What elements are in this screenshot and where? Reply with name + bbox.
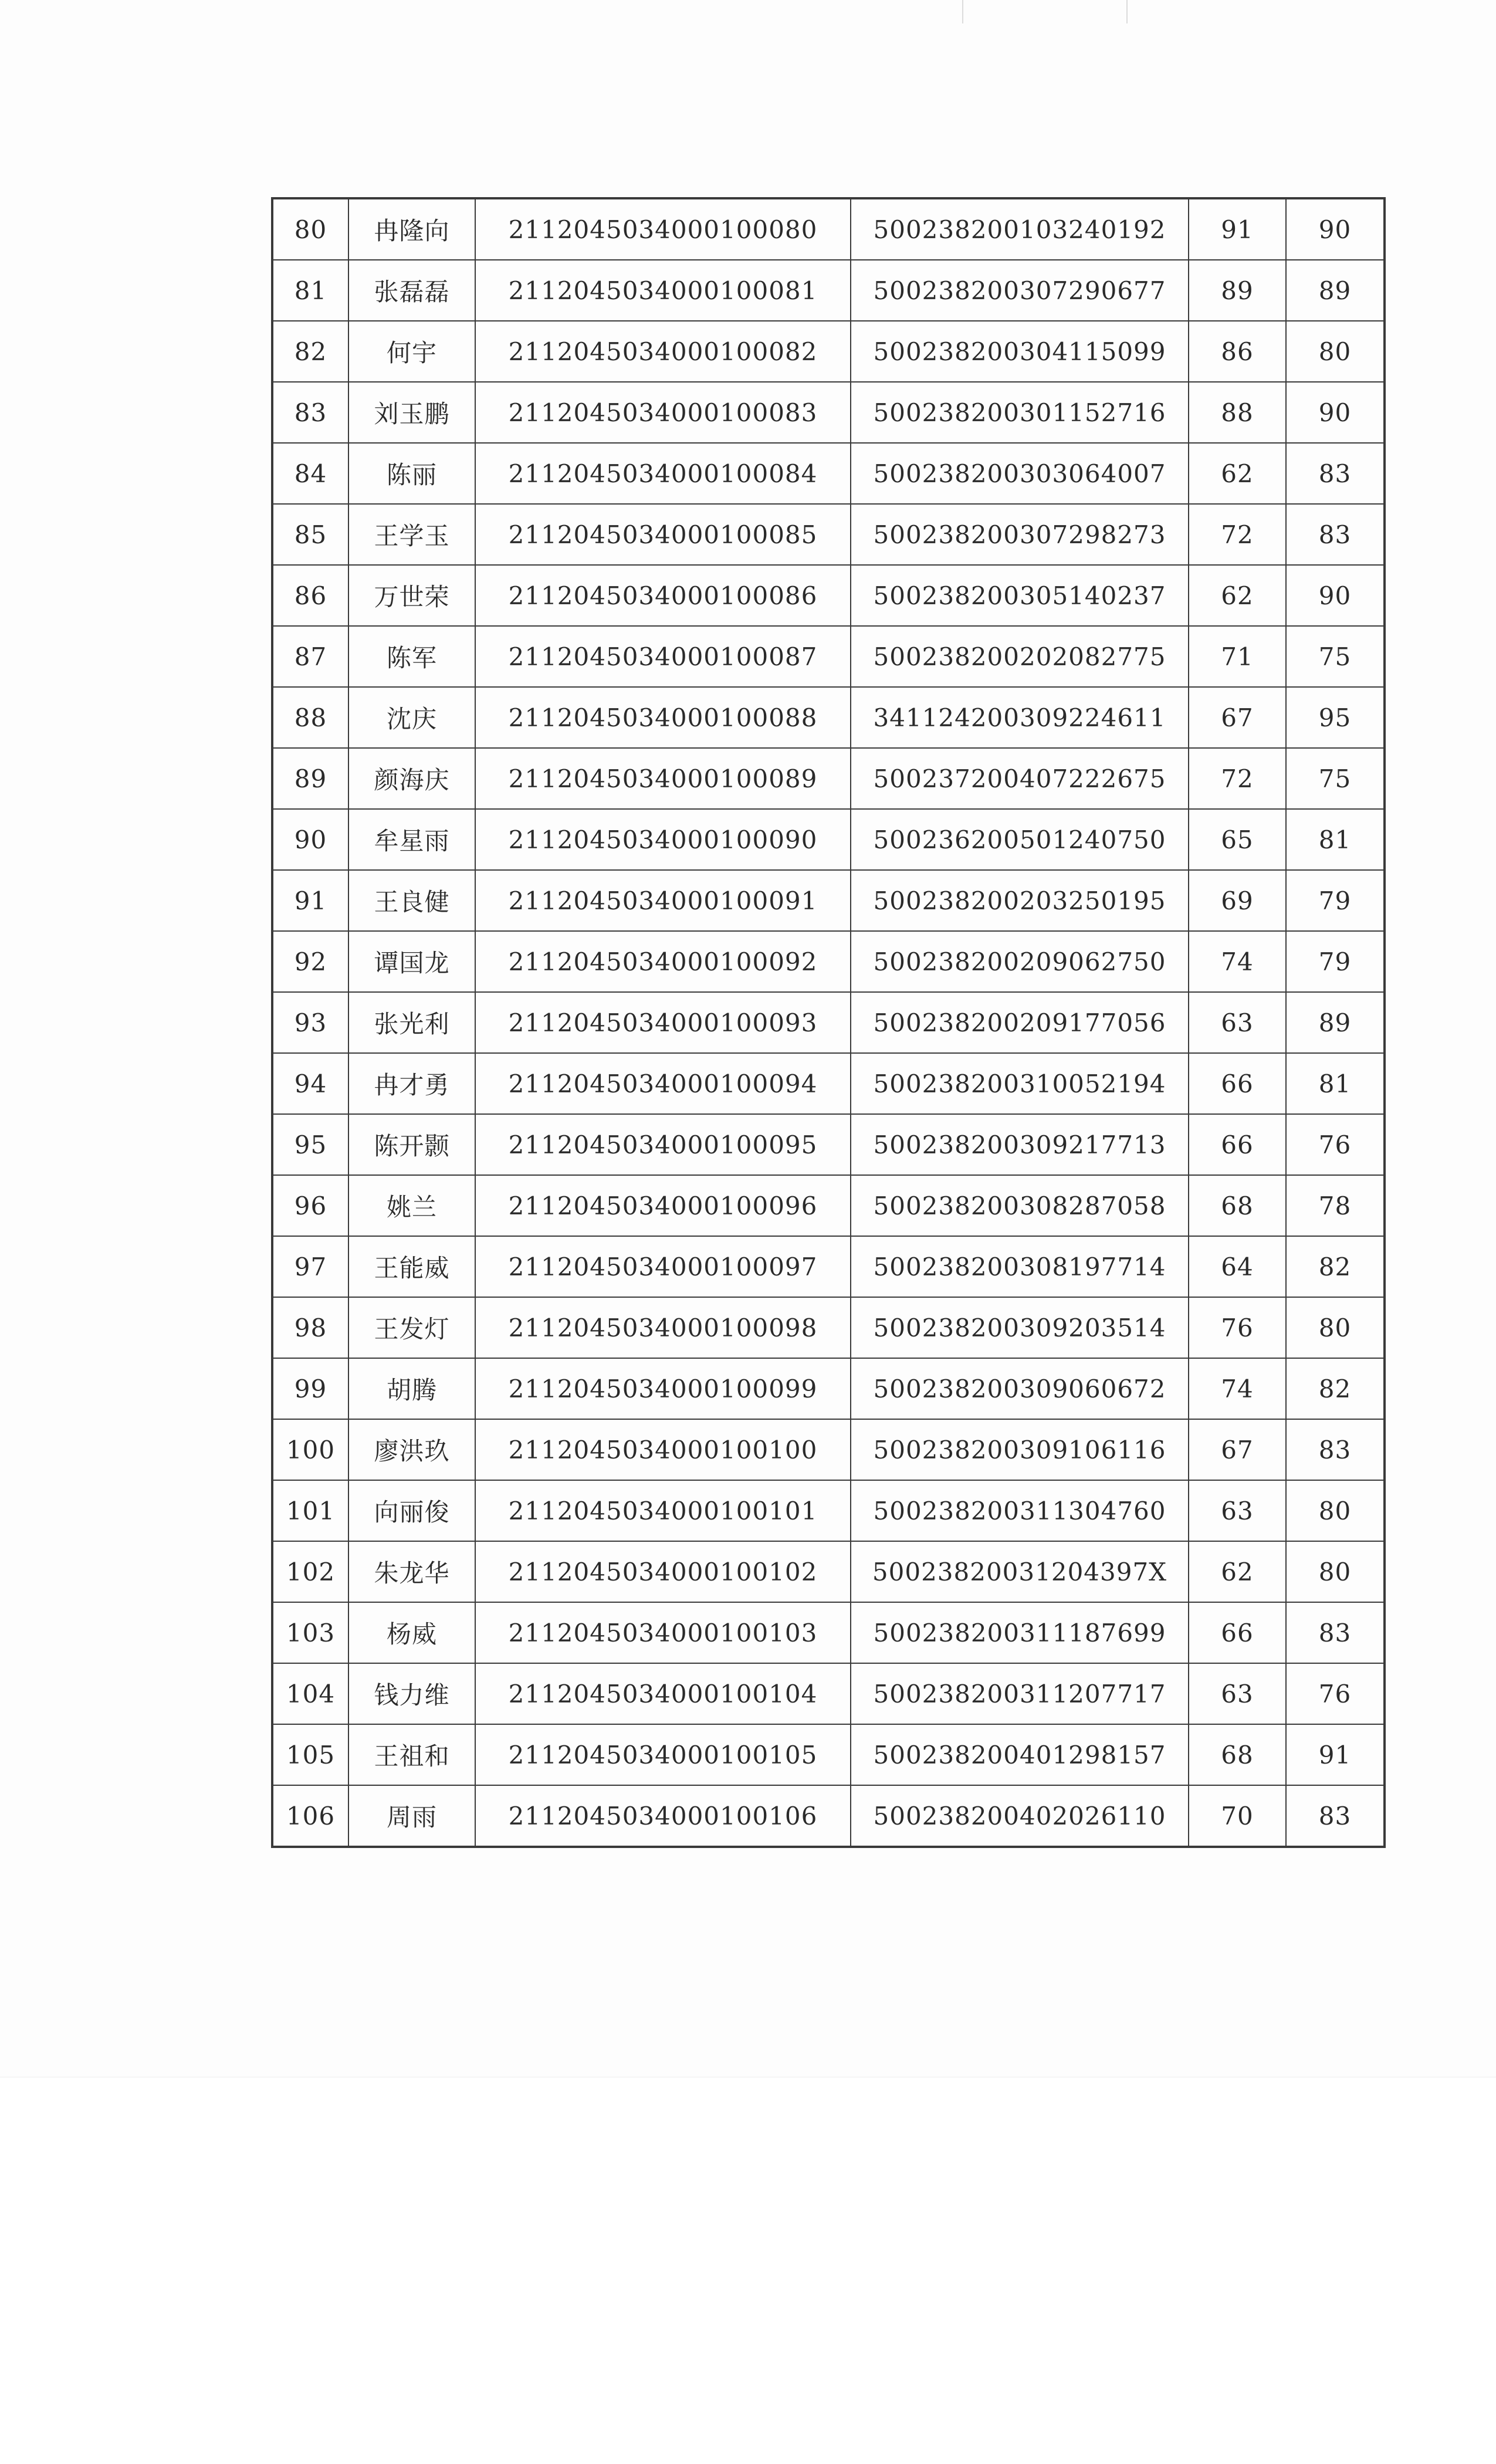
table-row xyxy=(272,687,1385,748)
exam-number-cell: 2112045034000100082 xyxy=(475,321,851,382)
roster-table xyxy=(271,197,1386,1848)
name-cell: 王良健 xyxy=(348,870,475,931)
id-number-cell: 500238200209177056 xyxy=(851,992,1189,1053)
name-cell: 冉才勇 xyxy=(348,1053,475,1114)
table-row xyxy=(272,1114,1385,1175)
table-row xyxy=(272,1297,1385,1358)
table-row xyxy=(272,504,1385,565)
exam-number-cell: 2112045034000100080 xyxy=(475,198,851,260)
score-cell: 83 xyxy=(1286,1419,1385,1480)
seq-number-cell: 87 xyxy=(272,626,348,687)
table-row xyxy=(272,1236,1385,1297)
score-cell: 80 xyxy=(1286,1480,1385,1541)
score-cell: 89 xyxy=(1189,260,1286,321)
score-cell: 76 xyxy=(1286,1663,1385,1724)
seq-number-cell: 94 xyxy=(272,1053,348,1114)
table-row xyxy=(272,443,1385,504)
name-cell: 沈庆 xyxy=(348,687,475,748)
scan-edge-mark xyxy=(962,0,963,23)
name-cell: 何宇 xyxy=(348,321,475,382)
score-cell: 91 xyxy=(1189,198,1286,260)
score-cell: 75 xyxy=(1286,626,1385,687)
score-cell: 83 xyxy=(1286,1785,1385,1847)
seq-number-cell: 105 xyxy=(272,1724,348,1785)
table-row xyxy=(272,1480,1385,1541)
name-cell: 姚兰 xyxy=(348,1175,475,1236)
id-number-cell: 500238200304115099 xyxy=(851,321,1189,382)
name-cell: 杨威 xyxy=(348,1602,475,1663)
id-number-cell: 500238200301152716 xyxy=(851,382,1189,443)
id-number-cell: 500238200209062750 xyxy=(851,931,1189,992)
score-cell: 83 xyxy=(1286,504,1385,565)
score-cell: 79 xyxy=(1286,931,1385,992)
roster-table-body xyxy=(272,198,1385,1847)
score-cell: 80 xyxy=(1286,1541,1385,1602)
exam-number-cell: 2112045034000100097 xyxy=(475,1236,851,1297)
exam-number-cell: 2112045034000100092 xyxy=(475,931,851,992)
exam-number-cell: 2112045034000100095 xyxy=(475,1114,851,1175)
exam-number-cell: 2112045034000100090 xyxy=(475,809,851,870)
table-row xyxy=(272,260,1385,321)
exam-number-cell: 2112045034000100099 xyxy=(475,1358,851,1419)
seq-number-cell: 95 xyxy=(272,1114,348,1175)
seq-number-cell: 104 xyxy=(272,1663,348,1724)
name-cell: 刘玉鹏 xyxy=(348,382,475,443)
id-number-cell: 500238200309060672 xyxy=(851,1358,1189,1419)
id-number-cell: 341124200309224611 xyxy=(851,687,1189,748)
score-cell: 66 xyxy=(1189,1053,1286,1114)
table-row xyxy=(272,198,1385,260)
score-cell: 66 xyxy=(1189,1602,1286,1663)
id-number-cell: 500238200103240192 xyxy=(851,198,1189,260)
id-number-cell: 500238200202082775 xyxy=(851,626,1189,687)
name-cell: 周雨 xyxy=(348,1785,475,1847)
score-cell: 75 xyxy=(1286,748,1385,809)
id-number-cell: 500238200311187699 xyxy=(851,1602,1189,1663)
table-row xyxy=(272,321,1385,382)
seq-number-cell: 97 xyxy=(272,1236,348,1297)
name-cell: 谭国龙 xyxy=(348,931,475,992)
id-number-cell: 500238200308287058 xyxy=(851,1175,1189,1236)
seq-number-cell: 85 xyxy=(272,504,348,565)
seq-number-cell: 106 xyxy=(272,1785,348,1847)
score-cell: 74 xyxy=(1189,931,1286,992)
seq-number-cell: 82 xyxy=(272,321,348,382)
score-cell: 82 xyxy=(1286,1358,1385,1419)
seq-number-cell: 100 xyxy=(272,1419,348,1480)
id-number-cell: 500236200501240750 xyxy=(851,809,1189,870)
exam-number-cell: 2112045034000100083 xyxy=(475,382,851,443)
seq-number-cell: 103 xyxy=(272,1602,348,1663)
table-row xyxy=(272,1602,1385,1663)
table-row xyxy=(272,1724,1385,1785)
id-number-cell: 500238200310052194 xyxy=(851,1053,1189,1114)
id-number-cell: 500238200307298273 xyxy=(851,504,1189,565)
score-cell: 66 xyxy=(1189,1114,1286,1175)
table-row xyxy=(272,565,1385,626)
score-cell: 80 xyxy=(1286,1297,1385,1358)
table-row xyxy=(272,1175,1385,1236)
id-number-cell: 50023820031204397X xyxy=(851,1541,1189,1602)
name-cell: 陈军 xyxy=(348,626,475,687)
seq-number-cell: 96 xyxy=(272,1175,348,1236)
score-cell: 62 xyxy=(1189,443,1286,504)
score-cell: 79 xyxy=(1286,870,1385,931)
table-row xyxy=(272,809,1385,870)
id-number-cell: 500238200311207717 xyxy=(851,1663,1189,1724)
exam-number-cell: 2112045034000100104 xyxy=(475,1663,851,1724)
name-cell: 王祖和 xyxy=(348,1724,475,1785)
exam-number-cell: 2112045034000100106 xyxy=(475,1785,851,1847)
exam-number-cell: 2112045034000100102 xyxy=(475,1541,851,1602)
table-row xyxy=(272,1053,1385,1114)
name-cell: 张磊磊 xyxy=(348,260,475,321)
seq-number-cell: 92 xyxy=(272,931,348,992)
seq-number-cell: 91 xyxy=(272,870,348,931)
score-cell: 80 xyxy=(1286,321,1385,382)
exam-number-cell: 2112045034000100091 xyxy=(475,870,851,931)
name-cell: 王能威 xyxy=(348,1236,475,1297)
score-cell: 72 xyxy=(1189,504,1286,565)
seq-number-cell: 83 xyxy=(272,382,348,443)
table-row xyxy=(272,992,1385,1053)
score-cell: 81 xyxy=(1286,1053,1385,1114)
exam-number-cell: 2112045034000100103 xyxy=(475,1602,851,1663)
name-cell: 张光利 xyxy=(348,992,475,1053)
exam-number-cell: 2112045034000100094 xyxy=(475,1053,851,1114)
score-cell: 89 xyxy=(1286,992,1385,1053)
exam-number-cell: 2112045034000100093 xyxy=(475,992,851,1053)
table-row xyxy=(272,931,1385,992)
score-cell: 70 xyxy=(1189,1785,1286,1847)
score-cell: 91 xyxy=(1286,1724,1385,1785)
scan-edge-mark xyxy=(1126,0,1128,23)
seq-number-cell: 101 xyxy=(272,1480,348,1541)
score-cell: 69 xyxy=(1189,870,1286,931)
score-cell: 83 xyxy=(1286,1602,1385,1663)
table-row xyxy=(272,1541,1385,1602)
table-row xyxy=(272,1663,1385,1724)
name-cell: 冉隆向 xyxy=(348,198,475,260)
score-cell: 81 xyxy=(1286,809,1385,870)
name-cell: 廖洪玖 xyxy=(348,1419,475,1480)
score-cell: 63 xyxy=(1189,1663,1286,1724)
id-number-cell: 500238200308197714 xyxy=(851,1236,1189,1297)
exam-number-cell: 2112045034000100098 xyxy=(475,1297,851,1358)
id-number-cell: 500238200402026110 xyxy=(851,1785,1189,1847)
score-cell: 68 xyxy=(1189,1175,1286,1236)
exam-number-cell: 2112045034000100084 xyxy=(475,443,851,504)
score-cell: 71 xyxy=(1189,626,1286,687)
exam-number-cell: 2112045034000100085 xyxy=(475,504,851,565)
exam-number-cell: 2112045034000100088 xyxy=(475,687,851,748)
score-cell: 62 xyxy=(1189,1541,1286,1602)
score-cell: 95 xyxy=(1286,687,1385,748)
score-cell: 78 xyxy=(1286,1175,1385,1236)
table-row xyxy=(272,382,1385,443)
score-cell: 74 xyxy=(1189,1358,1286,1419)
exam-number-cell: 2112045034000100087 xyxy=(475,626,851,687)
name-cell: 颜海庆 xyxy=(348,748,475,809)
id-number-cell: 500238200203250195 xyxy=(851,870,1189,931)
exam-number-cell: 2112045034000100081 xyxy=(475,260,851,321)
table-row xyxy=(272,870,1385,931)
score-cell: 64 xyxy=(1189,1236,1286,1297)
seq-number-cell: 89 xyxy=(272,748,348,809)
seq-number-cell: 88 xyxy=(272,687,348,748)
name-cell: 朱龙华 xyxy=(348,1541,475,1602)
score-cell: 90 xyxy=(1286,198,1385,260)
seq-number-cell: 80 xyxy=(272,198,348,260)
score-cell: 82 xyxy=(1286,1236,1385,1297)
id-number-cell: 500238200307290677 xyxy=(851,260,1189,321)
seq-number-cell: 98 xyxy=(272,1297,348,1358)
seq-number-cell: 99 xyxy=(272,1358,348,1419)
name-cell: 王学玉 xyxy=(348,504,475,565)
id-number-cell: 500238200303064007 xyxy=(851,443,1189,504)
score-cell: 83 xyxy=(1286,443,1385,504)
name-cell: 陈丽 xyxy=(348,443,475,504)
name-cell: 胡腾 xyxy=(348,1358,475,1419)
id-number-cell: 500238200305140237 xyxy=(851,565,1189,626)
seq-number-cell: 93 xyxy=(272,992,348,1053)
exam-number-cell: 2112045034000100086 xyxy=(475,565,851,626)
score-cell: 88 xyxy=(1189,382,1286,443)
id-number-cell: 500238200311304760 xyxy=(851,1480,1189,1541)
score-cell: 67 xyxy=(1189,1419,1286,1480)
score-cell: 67 xyxy=(1189,687,1286,748)
name-cell: 向丽俊 xyxy=(348,1480,475,1541)
score-cell: 86 xyxy=(1189,321,1286,382)
table-row xyxy=(272,748,1385,809)
id-number-cell: 500238200309217713 xyxy=(851,1114,1189,1175)
id-number-cell: 500238200401298157 xyxy=(851,1724,1189,1785)
score-cell: 90 xyxy=(1286,382,1385,443)
score-cell: 65 xyxy=(1189,809,1286,870)
id-number-cell: 500238200309106116 xyxy=(851,1419,1189,1480)
seq-number-cell: 84 xyxy=(272,443,348,504)
table-row xyxy=(272,626,1385,687)
exam-number-cell: 2112045034000100105 xyxy=(475,1724,851,1785)
name-cell: 钱力维 xyxy=(348,1663,475,1724)
id-number-cell: 500237200407222675 xyxy=(851,748,1189,809)
seq-number-cell: 102 xyxy=(272,1541,348,1602)
score-cell: 63 xyxy=(1189,992,1286,1053)
exam-number-cell: 2112045034000100101 xyxy=(475,1480,851,1541)
seq-number-cell: 86 xyxy=(272,565,348,626)
score-cell: 63 xyxy=(1189,1480,1286,1541)
table-row xyxy=(272,1358,1385,1419)
name-cell: 王发灯 xyxy=(348,1297,475,1358)
score-cell: 76 xyxy=(1189,1297,1286,1358)
name-cell: 牟星雨 xyxy=(348,809,475,870)
score-cell: 72 xyxy=(1189,748,1286,809)
score-cell: 76 xyxy=(1286,1114,1385,1175)
exam-number-cell: 2112045034000100100 xyxy=(475,1419,851,1480)
score-cell: 90 xyxy=(1286,565,1385,626)
name-cell: 万世荣 xyxy=(348,565,475,626)
table-row xyxy=(272,1785,1385,1847)
score-cell: 68 xyxy=(1189,1724,1286,1785)
exam-number-cell: 2112045034000100089 xyxy=(475,748,851,809)
table-row xyxy=(272,1419,1385,1480)
name-cell: 陈开颢 xyxy=(348,1114,475,1175)
seq-number-cell: 81 xyxy=(272,260,348,321)
id-number-cell: 500238200309203514 xyxy=(851,1297,1189,1358)
score-cell: 62 xyxy=(1189,565,1286,626)
score-cell: 89 xyxy=(1286,260,1385,321)
seq-number-cell: 90 xyxy=(272,809,348,870)
exam-number-cell: 2112045034000100096 xyxy=(475,1175,851,1236)
